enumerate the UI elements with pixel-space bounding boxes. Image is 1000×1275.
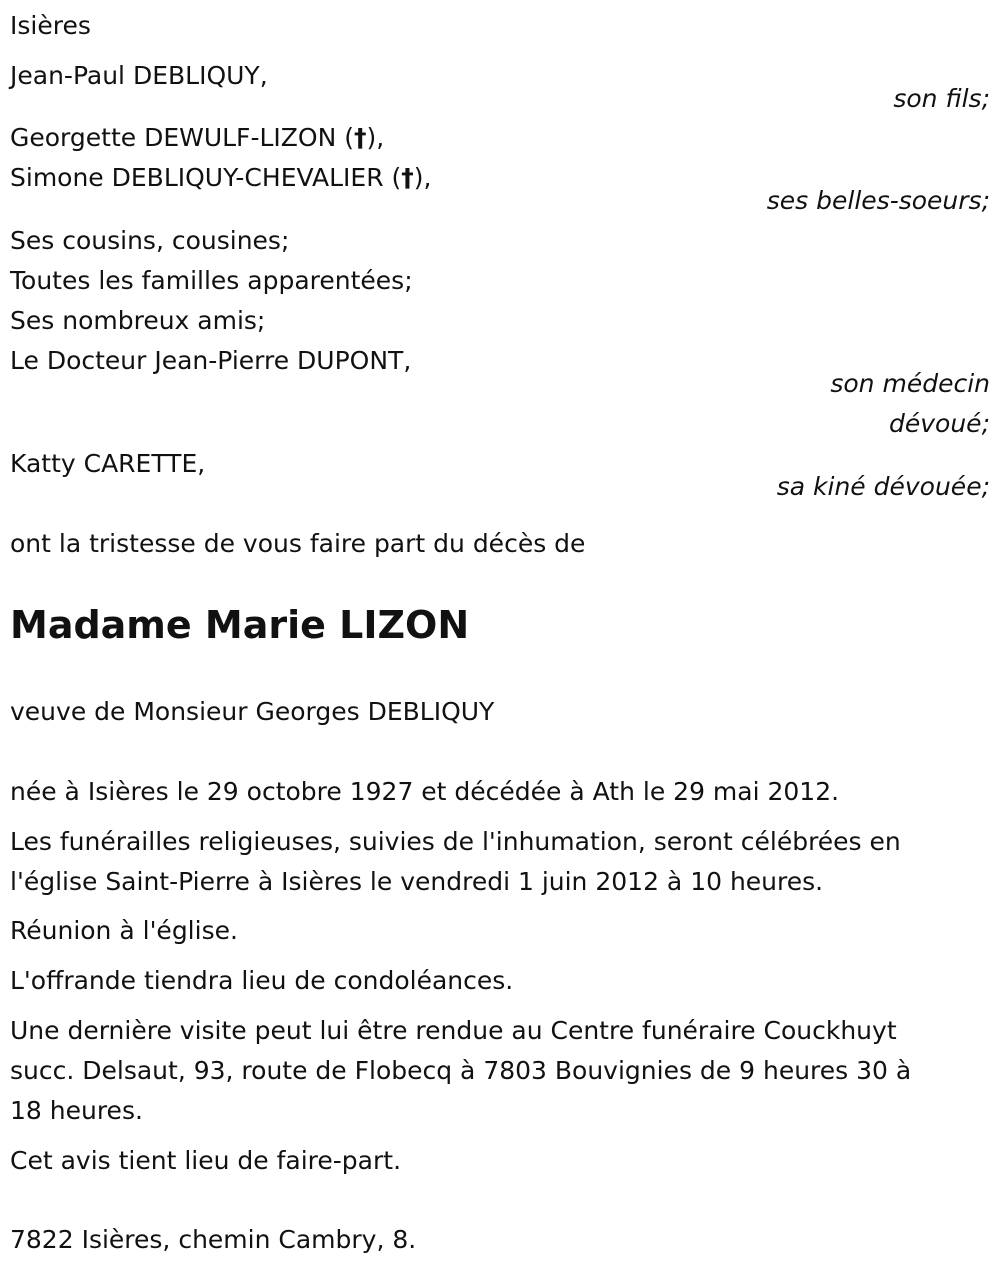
son-role: son fils; (893, 84, 990, 113)
notice-line: Cet avis tient lieu de faire-part. (10, 1146, 402, 1175)
address-line: 7822 Isières, chemin Cambry, 8. (10, 1225, 417, 1254)
birth-death-line: née à Isières le 29 octobre 1927 et décédée à Ath le 29 mai 2012. (10, 777, 840, 806)
offering-line: L'offrande tiendra lieu de condoléances. (10, 966, 514, 995)
meeting-line: Réunion à l'église. (10, 916, 238, 945)
sister-in-law-2 (10, 158, 431, 198)
sister-in-law-1 (10, 118, 384, 158)
visit-line-2: succ. Delsaut, 93, route de Flobecq à 7803 Bouvignies de 9 heures 30 à (10, 1056, 912, 1085)
sister-in-law-2-suffix: ), (413, 163, 432, 192)
sister-in-law-2-name: Simone DEBLIQUY-CHEVALIER ( (10, 163, 402, 192)
place-heading: Isières (10, 11, 91, 40)
sisters-in-law-role: ses belles-soeurs; (766, 186, 990, 215)
doctor-role-line-1: son médecin (830, 369, 990, 398)
announcement-line: ont la tristesse de vous faire part du décès de (10, 529, 586, 558)
visit-line-3: 18 heures. (10, 1096, 143, 1125)
visit-line-1: Une dernière visite peut lui être rendue au Centre funéraire Couckhuyt (10, 1016, 897, 1045)
doctor-role-line-2: dévoué; (889, 409, 990, 438)
doctor-name: Le Docteur Jean-Pierre DUPONT, (10, 346, 412, 375)
deceased-name: Madame Marie LIZON (10, 603, 470, 647)
sister-in-law-1-name: Georgette DEWULF-LIZON ( (10, 123, 354, 152)
friends-line: Ses nombreux amis; (10, 306, 266, 335)
physio-role: sa kiné dévouée; (776, 472, 990, 501)
sister-in-law-1-suffix: ), (366, 123, 385, 152)
families-line: Toutes les familles apparentées; (10, 266, 413, 295)
cousins-line: Ses cousins, cousines; (10, 226, 290, 255)
son-name: Jean-Paul DEBLIQUY, (10, 61, 268, 90)
cross-icon: † (353, 123, 367, 152)
cross-icon: † (401, 163, 414, 192)
physio-name: Katty CARETTE, (10, 449, 206, 478)
funeral-line-2: l'église Saint-Pierre à Isières le vendredi 1 juin 2012 à 10 heures. (10, 867, 824, 896)
funeral-line-1: Les funérailles religieuses, suivies de l'inhumation, seront célébrées en (10, 827, 901, 856)
widow-of-line: veuve de Monsieur Georges DEBLIQUY (10, 697, 495, 726)
